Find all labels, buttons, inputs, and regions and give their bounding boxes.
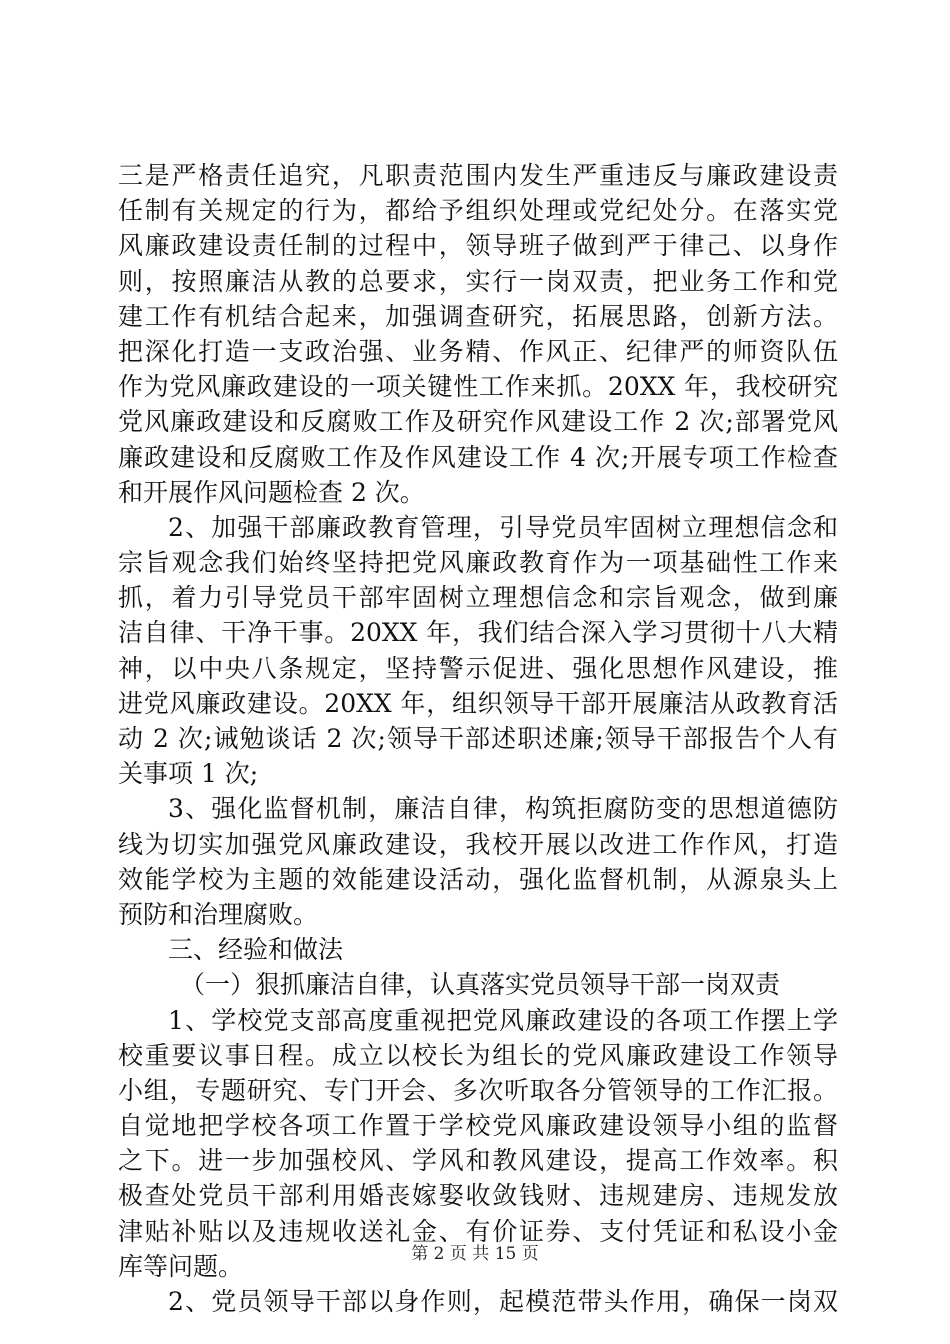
text-line: 库等问题。: [118, 1251, 244, 1281]
text-line: 自觉地把学校各项工作置于学校党风廉政建设领导小组的监督: [118, 1111, 838, 1141]
text-line: 抓，着力引导党员干部牢固树立理想信念和宗旨观念，做到廉: [118, 583, 838, 613]
text-line: 则，按照廉洁从教的总要求，实行一岗双责，把业务工作和党: [118, 266, 838, 296]
section-heading: 三、经验和做法: [168, 935, 344, 965]
text-line: 极查处党员干部利用婚丧嫁娶收敛钱财、违规建房、违规发放: [118, 1181, 838, 1211]
document-body: [118, 158, 838, 1319]
text-line: 3、强化监督机制，廉洁自律，构筑拒腐防变的思想道德防: [168, 794, 838, 824]
text-line: 2、党员领导干部以身作则，起模范带头作用，确保一岗双: [168, 1287, 838, 1316]
text-line: 预防和治理腐败。: [118, 899, 319, 929]
page-footer: [0, 1243, 950, 1265]
text-line: 作为党风廉政建设的一项关键性工作来抓。20XX 年，我校研究: [118, 372, 838, 402]
text-line: 线为切实加强党风廉政建设，我校开展以改进工作作风，打造: [118, 829, 838, 859]
text-line: 校重要议事日程。成立以校长为组长的党风廉政建设工作领导: [118, 1040, 838, 1070]
subsection-heading: （一）狠抓廉洁自律，认真落实党员领导干部一岗双责: [180, 970, 781, 1000]
text-line: 洁自律、干净干事。20XX 年，我们结合深入学习贯彻十八大精: [118, 618, 838, 648]
text-line: 任制有关规定的行为，都给予组织处理或党纪处分。在落实党: [118, 196, 838, 226]
text-line: 进党风廉政建设。20XX 年，组织领导干部开展廉洁从政教育活: [118, 688, 838, 718]
page-number: 第 2 页 共 15 页: [411, 1244, 539, 1264]
text-line: 小组，专题研究、专门开会、多次听取各分管领导的工作汇报。: [118, 1075, 838, 1105]
text-line: 关事项 1 次;: [118, 759, 259, 789]
text-line: 津贴补贴以及违规收送礼金、有价证券、支付凭证和私设小金: [118, 1216, 838, 1246]
text-line: 建工作有机结合起来，加强调查研究，拓展思路，创新方法。: [118, 301, 838, 331]
text-line: 效能学校为主题的效能建设活动，强化监督机制，从源泉头上: [118, 864, 838, 894]
text-line: 2、加强干部廉政教育管理，引导党员牢固树立理想信念和: [168, 512, 838, 542]
text-line: 宗旨观念我们始终坚持把党风廉政教育作为一项基础性工作来: [118, 548, 838, 578]
text-line: 动 2 次;诫勉谈话 2 次;领导干部述职述廉;领导干部报告个人有: [118, 724, 838, 753]
text-line: 和开展作风问题检查 2 次。: [118, 477, 425, 507]
text-line: 1、学校党支部高度重视把党风廉政建设的各项工作摆上学: [168, 1005, 838, 1035]
text-line: 党风廉政建设和反腐败工作及研究作风建设工作 2 次;部署党风: [118, 407, 838, 437]
text-line: 三是严格责任追究，凡职责范围内发生严重违反与廉政建设责: [118, 161, 838, 190]
text-line: 把深化打造一支政治强、业务精、作风正、纪律严的师资队伍: [118, 336, 838, 366]
text-line: 之下。进一步加强校风、学风和教风建设，提高工作效率。积: [118, 1146, 838, 1176]
text-line: 风廉政建设责任制的过程中，领导班子做到严于律己、以身作: [118, 231, 838, 261]
text-line: 神，以中央八条规定，坚持警示促进、强化思想作风建设，推: [118, 653, 838, 683]
text-line: 廉政建设和反腐败工作及作风建设工作 4 次;开展专项工作检查: [118, 442, 838, 472]
